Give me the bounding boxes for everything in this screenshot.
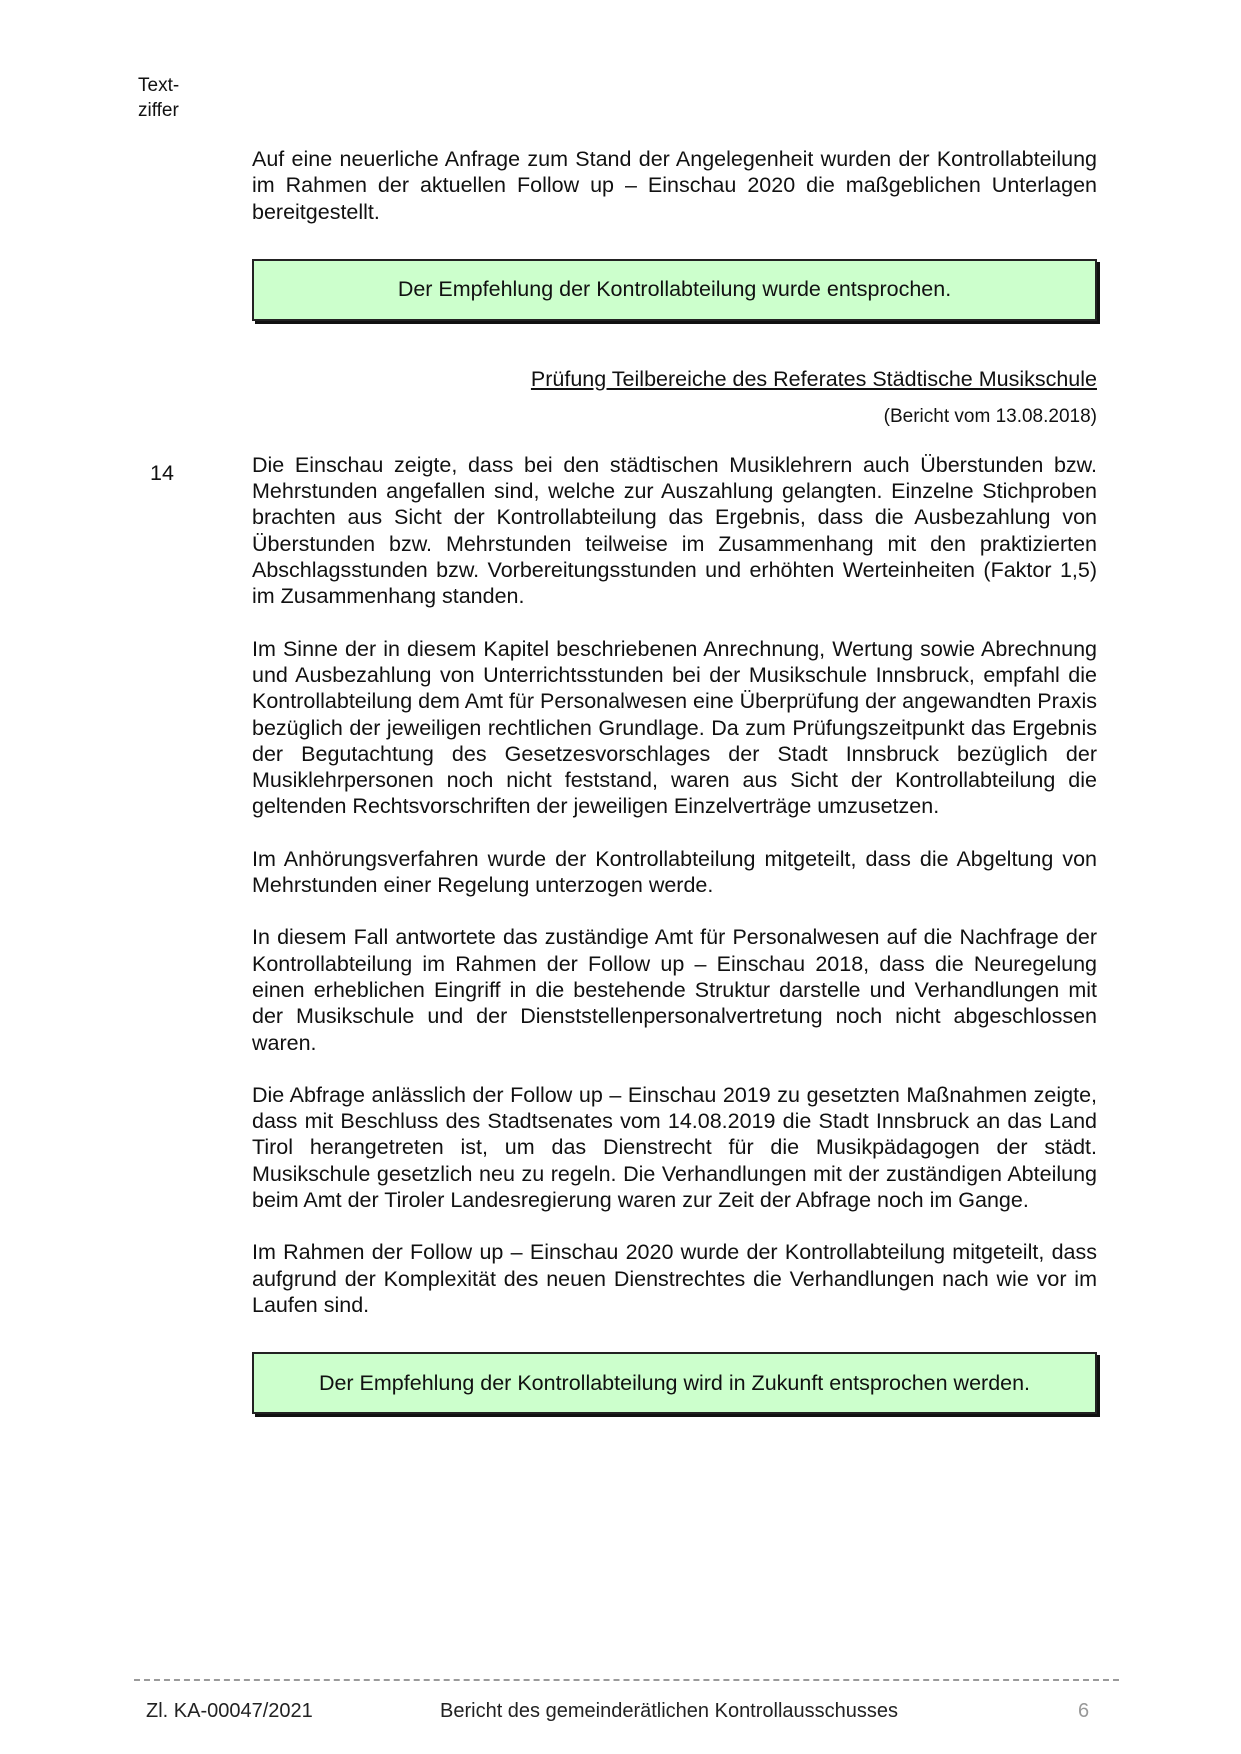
- section-paragraph-5: Die Abfrage anlässlich der Follow up – Einschau 2019 zu gesetzten Maßnahmen zeigte, dass mit Beschluss des Stadtsenates vom 14.08.2019 die Stadt Innsbruck an das Land Tirol herangetreten ist, um das Dienstrecht für die Musikpädagogen der städt. Musikschule gesetzlich neu zu regeln. Die Verhandlungen mit der zuständigen Abteilung beim Amt der Tiroler Landesregierung waren zur Zeit der Abfrage noch im Gange.: [252, 1082, 1097, 1213]
- page-content: [252, 146, 1097, 1414]
- recommendation-callout-2: [252, 1352, 1097, 1414]
- callout-2-text: Der Empfehlung der Kontrollabteilung wird in Zukunft entsprochen werden.: [318, 1370, 1031, 1395]
- footer-reference: Zl. KA-00047/2021: [146, 1700, 313, 1722]
- section-paragraph-1: Die Einschau zeigte, dass bei den städtischen Musiklehrern auch Überstunden bzw. Mehrstunden angefallen sind, welche zur Auszahlung gelangten. Einzelne Stichproben brachten aus Sicht der Kontrollabteilung das Ergebnis, dass die Ausbezahlung von Überstunden bzw. Mehrstunden teilweise im Zusammenhang mit den praktizierten Abschlagsstunden bzw. Vorbereitungsstunden und erhöhten Werteinheiten (Faktor 1,5) im Zusammenhang standen.: [252, 452, 1097, 609]
- recommendation-callout-1: [252, 259, 1097, 321]
- callout-1-text: Der Empfehlung der Kontrollabteilung wurde entsprochen.: [397, 277, 952, 302]
- section-title: Prüfung Teilbereiche des Referates Städtische Musikschule: [530, 366, 1097, 391]
- page-number: 6: [1078, 1700, 1090, 1722]
- paragraph-number: 14: [150, 461, 174, 485]
- intro-paragraph: Auf eine neuerliche Anfrage zum Stand der Angelegenheit wurden der Kontrollabteilung im Rahmen der aktuellen Follow up – Einschau 2020 die maßgeblichen Unterlagen bereitgestellt.: [252, 147, 1097, 224]
- footer-divider: [134, 1679, 1119, 1681]
- section-paragraph-2: Im Sinne der in diesem Kapitel beschriebenen Anrechnung, Wertung sowie Abrechnung und Ausbezahlung von Unterrichtsstunden bei der Musikschule Innsbruck, empfahl die Kontrollabteilung dem Amt für Personalwesen eine Überprüfung der angewandten Praxis bezüglich der jeweiligen rechtlichen Grundlage. Da zum Prüfungszeitpunkt das Ergebnis der Begutachtung des Gesetzesvorschlages der Stadt Innsbruck bezüglich der Musiklehrpersonen noch nicht feststand, waren aus Sicht der Kontrollabteilung die geltenden Rechtsvorschriften der jeweiligen Einzelverträge umzusetzen.: [252, 636, 1097, 819]
- section-paragraph-6: Im Rahmen der Follow up – Einschau 2020 wurde der Kontrollabteilung mitgeteilt, dass aufgrund der Komplexität des neuen Dienstrechtes die Verhandlungen nach wie vor im Laufen sind.: [252, 1240, 1097, 1317]
- footer-title: Bericht des gemeinderätlichen Kontrollausschusses: [440, 1700, 899, 1722]
- section-paragraph-4: In diesem Fall antwortete das zuständige Amt für Personalwesen auf die Nachfrage der Kontrollabteilung im Rahmen der Follow up – Einschau 2018, dass die Neuregelung einen erheblichen Eingriff in die bestehende Struktur darstelle und Verhandlungen mit der Musikschule und der Dienststellenpersonalvertretung noch nicht abgeschlossen waren.: [252, 925, 1097, 1055]
- report-date: (Bericht vom 13.08.2018): [883, 405, 1097, 427]
- section-paragraph-3: Im Anhörungsverfahren wurde der Kontrollabteilung mitgeteilt, dass die Abgeltung von Mehrstunden einer Regelung unterzogen werde.: [252, 846, 1097, 898]
- margin-label-textziffer: Text- ziffer: [138, 75, 180, 121]
